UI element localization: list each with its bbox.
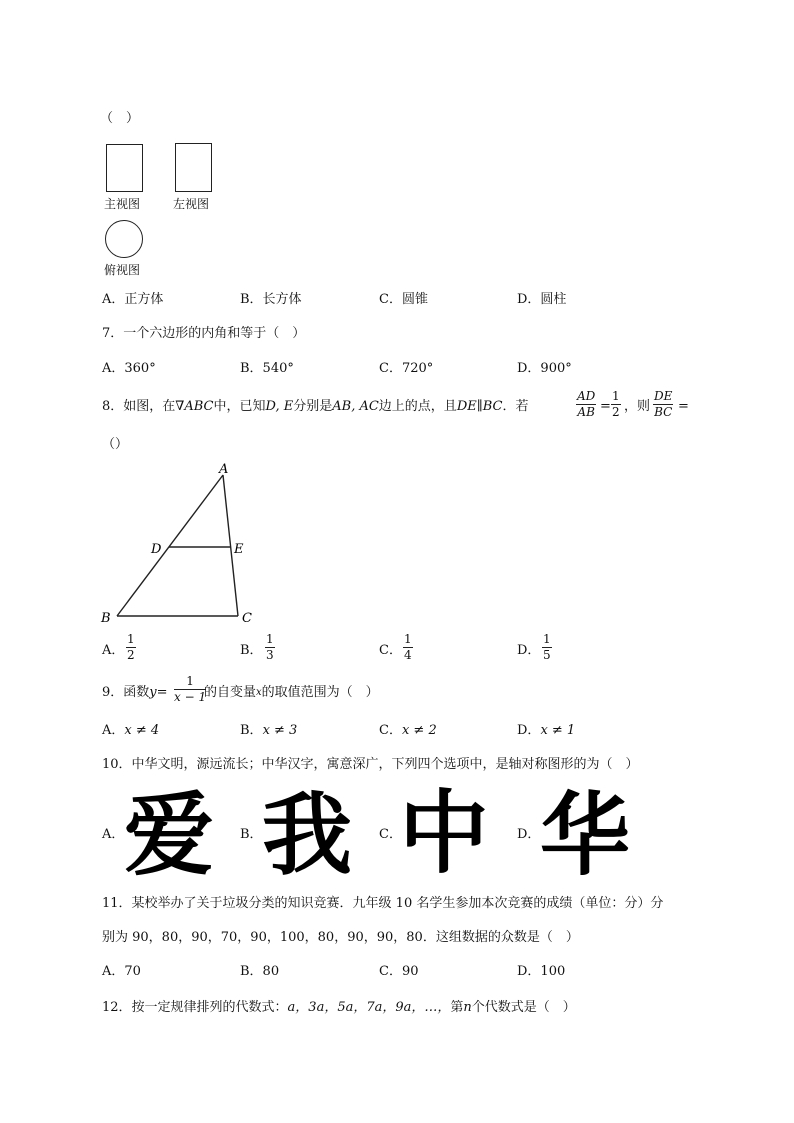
q12-stem [102,1000,576,1016]
side-ab [117,475,223,616]
q8-option-d-letter[interactable]: D． [517,643,541,658]
q8-option-c-value[interactable] [403,633,413,662]
q8-text-1: 8．如图，在 [102,399,176,414]
q8-target-den: BC [654,405,673,419]
q6-option-b[interactable]: B．长方体 [240,292,302,307]
label-c: C [242,611,252,626]
q9-d-value: x ≠ 1 [540,723,576,738]
q12-text-1: 12．按一定规律排列的代数式： [102,1000,288,1015]
q9-text-2: 的自变量 [204,685,257,700]
label-a: A [219,462,229,477]
q8-target-fraction [653,390,673,419]
q10-option-c-letter[interactable]: C． [379,827,402,842]
q10-stem: 10．中华文明，源远流长；中华汉字，寓意深广，下列四个选项中，是轴对称图形的为（ ） [102,757,639,772]
q9-d-letter: D． [517,723,541,738]
q9-option-b[interactable] [240,723,297,739]
q9-stem-end [204,685,379,701]
q9-a-value: x ≠ 4 [124,723,160,738]
q12-text-2: 第 [450,1000,464,1015]
q8-b-num: 1 [266,632,274,646]
q8-half-den: 2 [612,405,620,419]
q9-text-3: 的取值范围为（ ） [261,685,379,700]
q10-option-d-letter[interactable]: D． [517,827,541,842]
q7-option-d[interactable]: D．900° [517,361,572,376]
q10-char-ai[interactable]: 爱 [124,783,214,888]
q11-stem-line2: 别为 90，80，90，70，90，100，80，90，90，80．这组数据的众数是（ ） [102,930,579,945]
q8-ratio-fraction [576,390,596,419]
q8-d-num: 1 [543,632,551,646]
q9-eq: = [156,685,168,700]
q9-option-c[interactable] [379,723,437,739]
front-view-rectangle [106,144,143,192]
q8-sides: AB, AC [332,399,379,414]
q9-b-value: x ≠ 3 [262,723,298,738]
q6-bracket: （ ） [100,111,140,126]
q8-text-2: 中，已知 [213,399,266,414]
q11-option-d[interactable]: D．100 [517,964,566,979]
q9-c-value: x ≠ 2 [401,723,437,738]
q11-option-a[interactable]: A．70 [102,964,141,979]
top-view-label: 俯视图 [104,263,141,277]
q9-option-a[interactable] [102,723,159,739]
q8-text-5: ．若 [502,399,529,414]
q8-half-fraction [611,390,621,419]
q7-option-c[interactable]: C．720° [379,361,434,376]
q8-triangle: ∇ABC [175,399,214,414]
q8-target-num: DE [654,389,673,403]
left-view-rectangle [175,143,212,192]
q12-n: n [463,1000,472,1015]
q8-then: ，则 [624,399,651,414]
q6-option-d[interactable]: D．圆柱 [517,292,567,307]
q9-y: y [149,685,157,700]
triangle-figure [95,458,265,633]
q12-sequence: a，3a，5a，7a，9a，…， [287,1000,451,1015]
q8-option-a-value[interactable] [126,633,136,662]
left-view-label: 左视图 [173,197,210,211]
q8-d-den: 5 [543,648,551,662]
q10-char-wo[interactable]: 我 [262,783,352,888]
q8-ratio-num: AD [577,389,596,403]
q9-den: x − 1 [174,690,207,704]
top-view-circle [105,220,143,258]
q11-stem-line1: 11．某校举办了关于垃圾分类的知识竞赛．九年级 10 名学生参加本次竞赛的成绩（单位：分）分 [102,896,664,911]
q8-a-num: 1 [127,632,135,646]
q6-option-a[interactable]: A．正方体 [102,292,164,307]
q10-char-hua[interactable]: 华 [540,783,630,888]
q10-char-zhong[interactable]: 中 [399,781,489,886]
q8-bracket: （） [102,437,129,452]
q8-points: D, E [265,399,294,414]
q9-num: 1 [186,674,194,688]
q9-stem-start [102,685,168,701]
q9-option-d[interactable] [517,723,575,739]
q9-b-letter: B． [240,723,263,738]
q8-half-num: 1 [612,389,620,403]
q8-c-den: 4 [404,648,412,662]
q8-stem [102,399,529,415]
q8-option-d-value[interactable] [542,633,552,662]
label-d: D [151,542,162,557]
q9-text-1: 9．函数 [102,685,150,700]
q8-parallel: DE∥BC [456,399,503,414]
q7-option-a[interactable]: A．360° [102,361,156,376]
q11-option-b[interactable]: B．80 [240,964,280,979]
q8-text-3: 分别是 [293,399,333,414]
front-view-label: 主视图 [104,197,141,211]
q9-fraction [174,675,206,704]
q8-option-a-letter[interactable]: A． [102,643,125,658]
q8-b-den: 3 [266,648,274,662]
q11-option-c[interactable]: C．90 [379,964,419,979]
q10-option-a-letter[interactable]: A． [102,827,125,842]
q7-option-b[interactable]: B．540° [240,361,294,376]
q8-option-b-letter[interactable]: B． [240,643,263,658]
q6-option-c[interactable]: C．圆锥 [379,292,428,307]
q10-option-b-letter[interactable]: B． [240,827,263,842]
q9-x: x [256,687,262,698]
q8-a-den: 2 [127,648,135,662]
q8-option-b-value[interactable] [265,633,275,662]
label-b: B [101,611,111,626]
q8-eq2: = [678,399,689,414]
q8-text-4: 边上的点，且 [378,399,457,414]
q8-option-c-letter[interactable]: C． [379,643,402,658]
q7-stem: 7．一个六边形的内角和等于（ ） [102,326,306,341]
label-e: E [234,542,244,557]
q8-eq: = [600,399,611,414]
q9-a-letter: A． [102,723,125,738]
q12-text-3: 个代数式是（ ） [471,1000,576,1015]
q8-ratio-den: AB [577,405,595,419]
q8-c-num: 1 [404,632,412,646]
q9-c-letter: C． [379,723,402,738]
